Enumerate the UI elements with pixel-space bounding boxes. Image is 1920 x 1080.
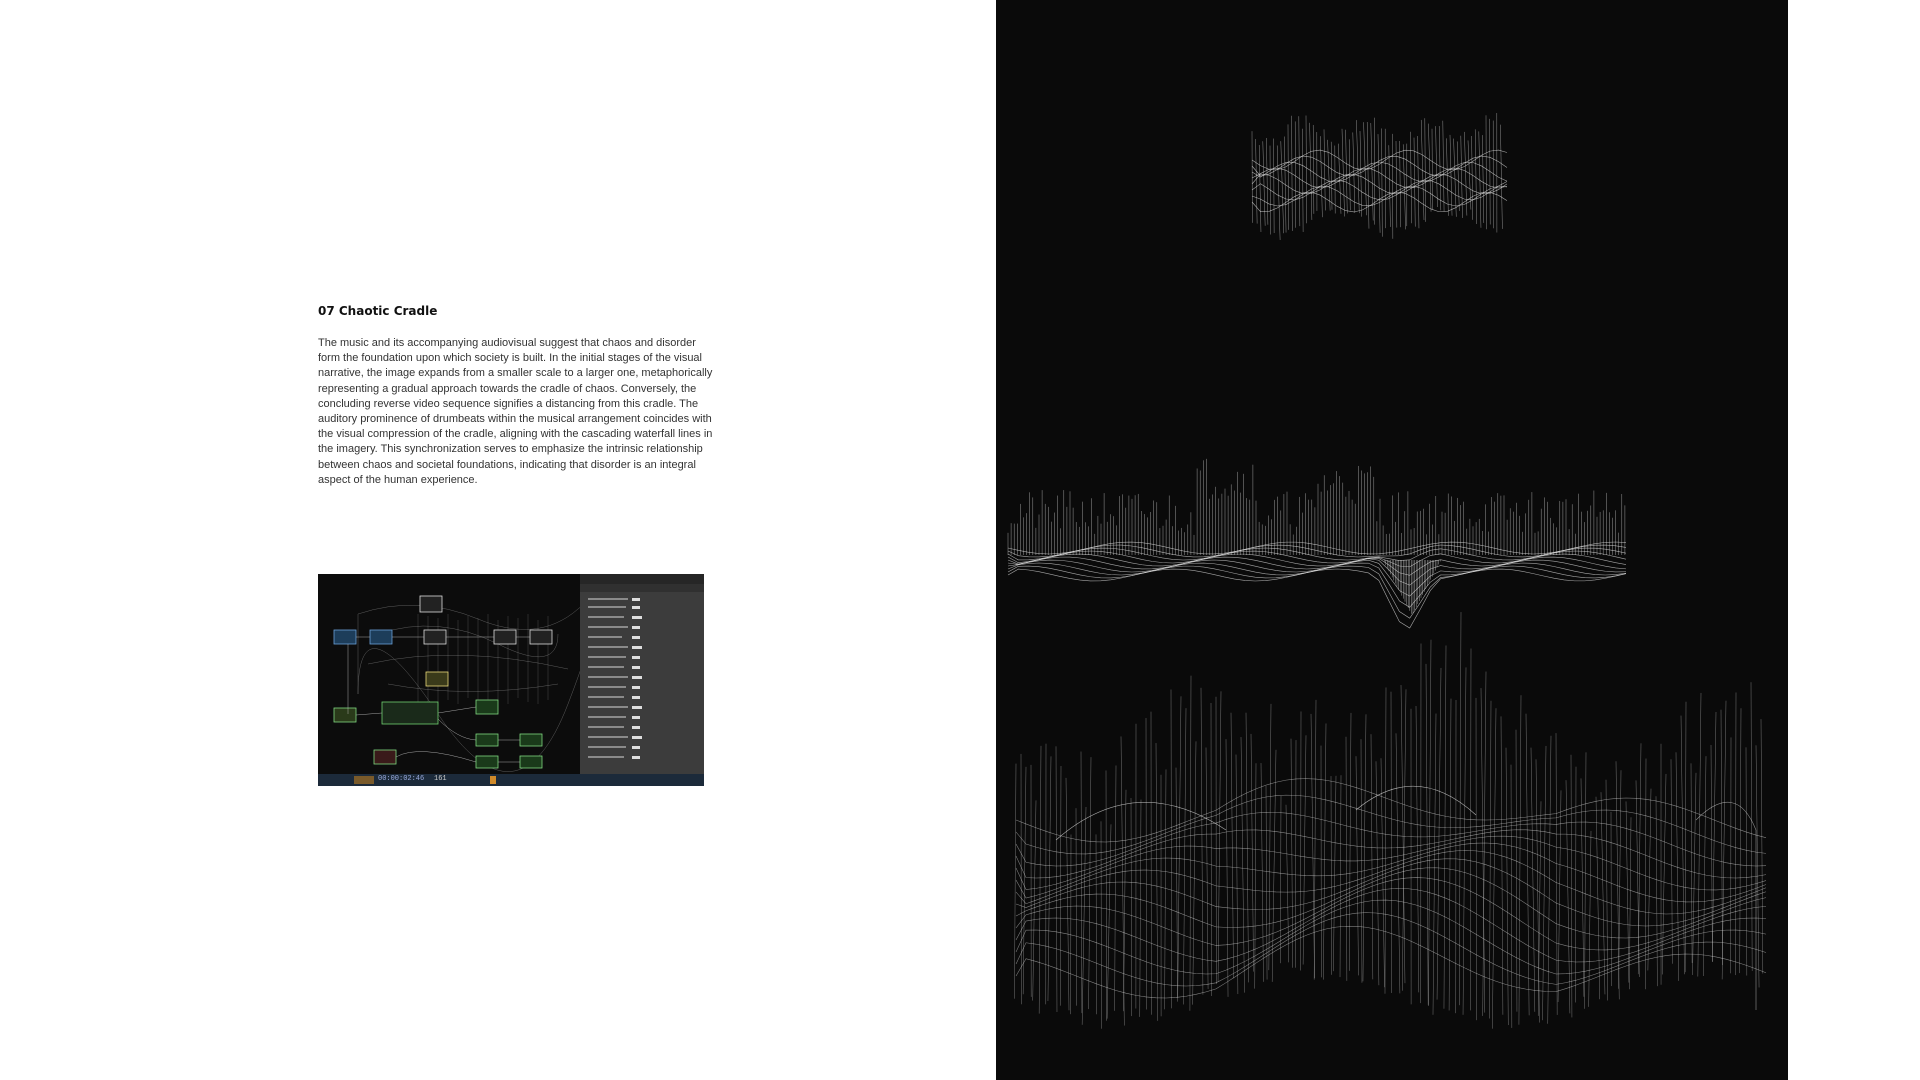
timecode-readout: 00:00:02:46 — [378, 775, 425, 783]
software-screenshot — [318, 574, 704, 786]
wireframe-artwork — [996, 0, 1788, 1080]
section-body: The music and its accompanying audiovisual suggest that chaos and disorder form the foundation upon which society is built. In the initial stages of the visual narrative, the image expands from a smaller scale to a larger one, metaphorically representing a gradual approach towards the cradle of chaos. Conversely, the concluding reverse video sequence signifies a distancing from this cradle. The auditory prominence of drumbeats within the musical arrangement coincides with the visual compression of the cradle, aligning with the cascading waterfall lines in the imagery. This synchronization serves to emphasize the intrinsic relationship between chaos and societal foundations, indicating that disorder is an integral aspect of the human experience. — [318, 337, 713, 486]
node-network-image — [318, 574, 704, 786]
frame-readout: 161 — [434, 775, 447, 783]
wireframe-artwork-panel — [996, 0, 1788, 1080]
section-title: 07 Chaotic Cradle — [318, 304, 438, 318]
